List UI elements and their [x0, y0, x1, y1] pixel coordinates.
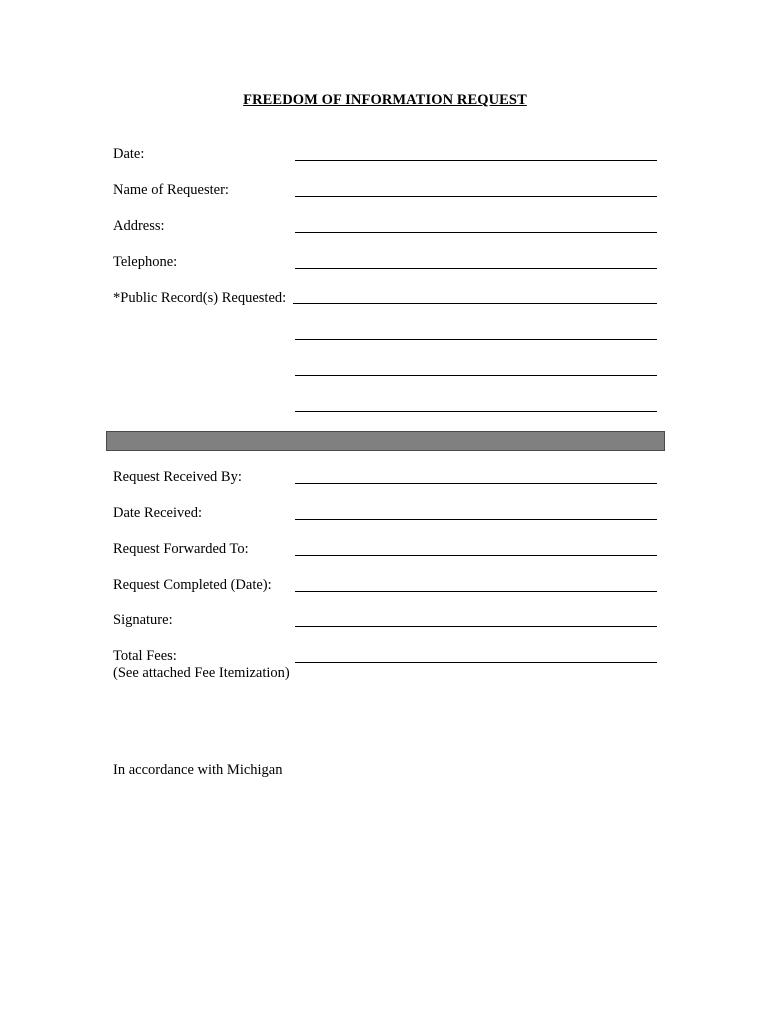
public-records-label: *Public Record(s) Requested: — [113, 290, 287, 306]
name-of-requester-label: Name of Requester: — [113, 182, 229, 198]
public-records-field-line-2[interactable] — [295, 339, 657, 340]
section-divider-bar — [106, 431, 665, 451]
date-received-field[interactable] — [295, 519, 657, 520]
public-records-field-line-4[interactable] — [295, 411, 657, 412]
telephone-field[interactable] — [295, 268, 657, 269]
date-received-label: Date Received: — [113, 505, 202, 521]
public-records-field-line-3[interactable] — [295, 375, 657, 376]
address-field[interactable] — [295, 232, 657, 233]
request-completed-date-label: Request Completed (Date): — [113, 577, 272, 593]
request-forwarded-to-field[interactable] — [295, 555, 657, 556]
request-completed-date-field[interactable] — [295, 591, 657, 592]
address-label: Address: — [113, 218, 165, 234]
total-fees-field[interactable] — [295, 662, 657, 663]
telephone-label: Telephone: — [113, 254, 178, 270]
total-fees-label: Total Fees: — [113, 648, 177, 664]
request-received-by-field[interactable] — [295, 483, 657, 484]
public-records-field-line-1[interactable] — [293, 303, 657, 304]
name-of-requester-field[interactable] — [295, 196, 657, 197]
signature-field[interactable] — [295, 626, 657, 627]
fee-itemization-note: (See attached Fee Itemization) — [113, 665, 290, 681]
request-received-by-label: Request Received By: — [113, 469, 242, 485]
date-field[interactable] — [295, 160, 657, 161]
signature-label: Signature: — [113, 612, 173, 628]
footer-text: In accordance with Michigan — [113, 762, 283, 778]
page-title: FREEDOM OF INFORMATION REQUEST — [243, 92, 527, 108]
date-label: Date: — [113, 146, 145, 162]
request-forwarded-to-label: Request Forwarded To: — [113, 541, 249, 557]
